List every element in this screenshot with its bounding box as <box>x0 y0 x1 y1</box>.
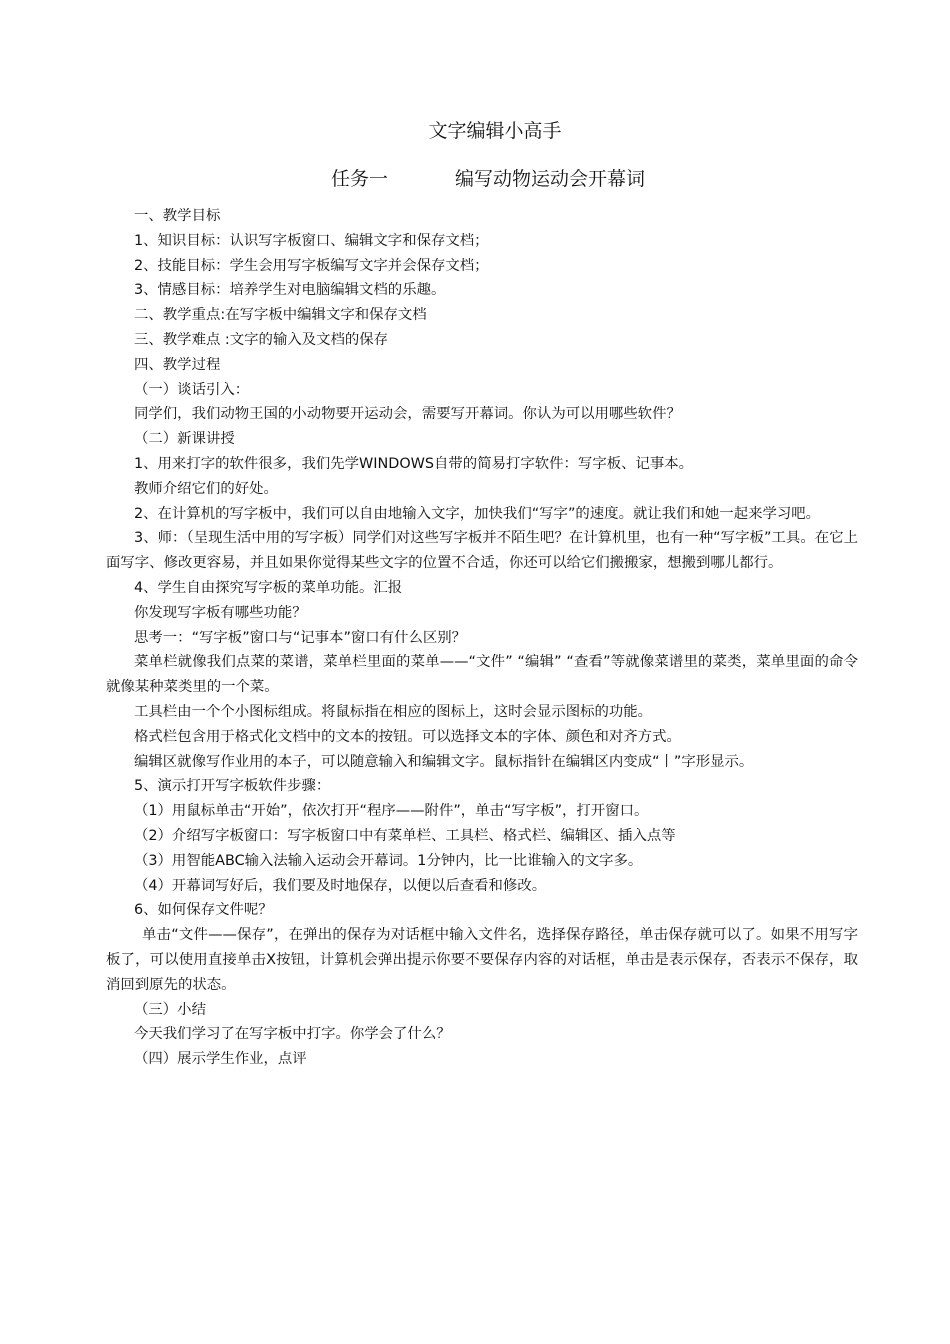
paragraph: 3、情感目标：培养学生对电脑编辑文档的乐趣。 <box>134 282 446 299</box>
paragraph: （4）开幕词写好后，我们要及时地保存，以便以后查看和修改。 <box>134 877 547 894</box>
task-label: 任务一 <box>331 168 389 190</box>
paragraph: 一、教学目标 <box>134 208 221 224</box>
paragraph: 三、教学难点 :文字的输入及文档的保存 <box>134 331 389 348</box>
paragraph: （2）介绍写字板窗口：写字板窗口中有菜单栏、工具栏、格式栏、编辑区、插入点等 <box>134 827 676 844</box>
paragraph: 6、如何保存文件呢？ <box>134 902 273 919</box>
document-title: 文字编辑小高手 <box>428 120 562 142</box>
paragraph: 3、师：（呈现生活中用的写字板）同学们对这些写字板并不陌生吧？在计算机里，也有一种“写字板”工具。在它上面写字、修改更容易，并且如果你觉得某些文字的位置不合适，你还可以给它们搬搬家，想搬到哪儿都行。 <box>106 530 858 572</box>
paragraph: 二、教学重点:在写字板中编辑文字和保存文档 <box>134 307 427 324</box>
paragraph: 单击“文件——保存”，在弹出的保存为对话框中输入文件名，选择保存路径，单击保存就可以了。如果不用写字板了，可以使用直接单击X按钮，计算机会弹出提示你要不要保存内容的对话框，单击是表示保存，否表示不保存，取消回到原先的状态。 <box>106 927 858 993</box>
document-body <box>106 204 858 1072</box>
paragraph: 你发现写字板有哪些功能？ <box>134 604 307 621</box>
paragraph: 编辑区就像写作业用的本子，可以随意输入和编辑文字。鼠标指针在编辑区内变成“丨”字形显示。 <box>134 753 754 770</box>
paragraph: （三）小结 <box>134 1001 206 1018</box>
paragraph: （3）用智能ABC输入法输入运动会开幕词。1分钟内，比一比谁输入的文字多。 <box>134 852 643 869</box>
paragraph: 1、知识目标：认识写字板窗口、编辑文字和保存文档； <box>134 232 489 249</box>
paragraph: 今天我们学习了在写字板中打字。你学会了什么？ <box>134 1026 451 1043</box>
paragraph: （1）用鼠标单击“开始”，依次打开“程序——附件”，单击“写字板”，打开窗口。 <box>134 803 649 820</box>
paragraph: （二）新课讲授 <box>134 431 235 448</box>
task-title: 编写动物运动会开幕词 <box>455 168 646 190</box>
paragraph: 工具栏由一个个小图标组成。将鼠标指在相应的图标上，这时会显示图标的功能。 <box>134 703 653 720</box>
paragraph: 教师介绍它们的好处。 <box>134 480 278 497</box>
paragraph: 四、教学过程 <box>134 356 221 373</box>
paragraph: 格式栏包含用于格式化文档中的文本的按钮。可以选择文本的字体、颜色和对齐方式。 <box>134 728 681 745</box>
paragraph: 同学们，我们动物王国的小动物要开运动会，需要写开幕词。你认为可以用哪些软件？ <box>134 406 681 423</box>
paragraph: 4、学生自由探究写字板的菜单功能。汇报 <box>134 579 403 596</box>
paragraph: 思考一：“写字板”窗口与“记事本”窗口有什么区别？ <box>134 629 467 646</box>
paragraph: 2、技能目标：学生会用写字板编写文字并会保存文档； <box>134 257 489 274</box>
paragraph: 5、演示打开写字板软件步骤： <box>134 778 331 795</box>
paragraph: （四）展示学生作业，点评 <box>134 1051 307 1068</box>
paragraph: 2、在计算机的写字板中，我们可以自由地输入文字，加快我们“写字”的速度。就让我们和她一起来学习吧。 <box>134 505 821 522</box>
paragraph: 1、用来打字的软件很多，我们先学WINDOWS自带的简易打字软件：写字板、记事本。 <box>134 455 694 472</box>
paragraph: （一）谈话引入： <box>134 381 250 398</box>
paragraph: 菜单栏就像我们点菜的菜谱，菜单栏里面的菜单——“文件” “编辑” “查看”等就像菜谱里的菜类，菜单里面的命令就像某种菜类里的一个菜。 <box>106 654 858 696</box>
